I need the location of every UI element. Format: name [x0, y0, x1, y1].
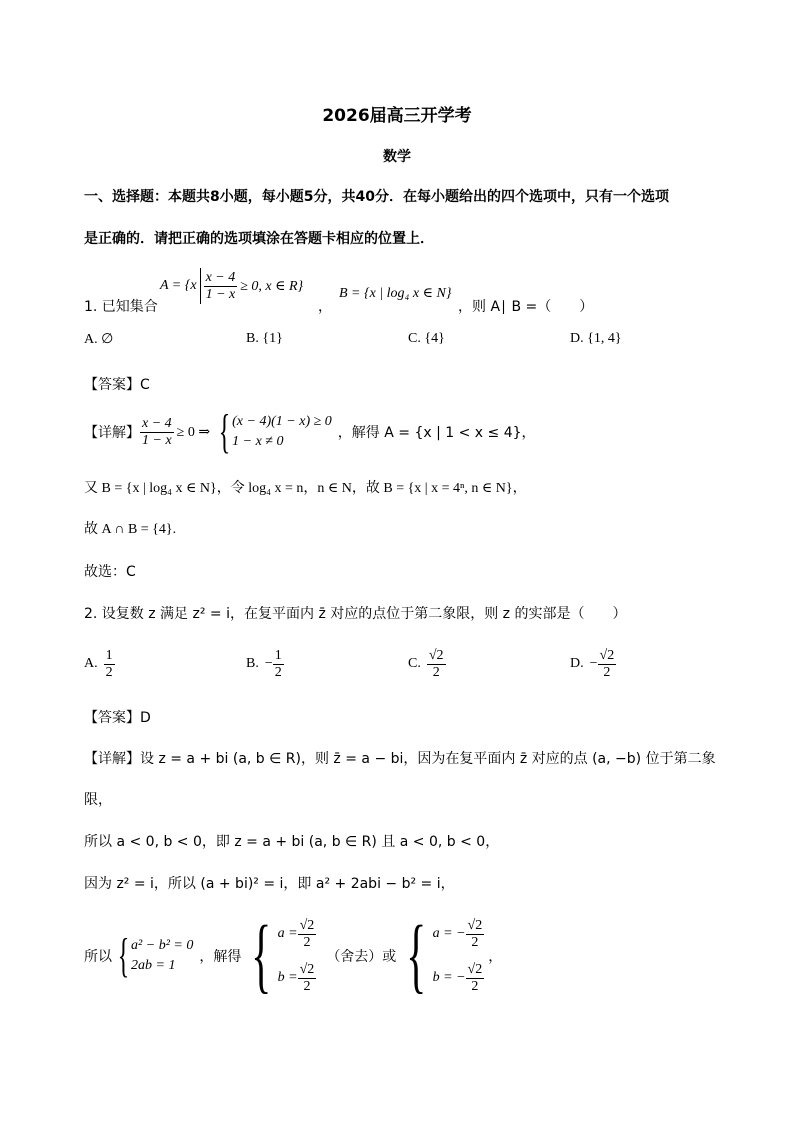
q1-detail-brace: { — [218, 405, 231, 458]
q2-system3-b-denominator: 2 — [471, 978, 479, 994]
q1-option-d-value: {1, 4} — [587, 331, 622, 346]
q1-detail-denominator: 1 − x — [142, 432, 172, 448]
q2-option-b-denominator: 2 — [274, 664, 282, 680]
q1-set-a-fraction — [204, 270, 238, 303]
q1-detail-label: 【详解】 — [84, 425, 140, 441]
q2-system3-a-numerator: √2 — [467, 917, 483, 933]
q2-option-d-numerator: √2 — [599, 647, 615, 663]
q2-option-b-fraction — [273, 648, 284, 681]
q2-system2-b-fraction — [298, 962, 317, 995]
q1-set-a-numerator: x − 4 — [205, 269, 236, 285]
q2-system2-a-numerator: √2 — [299, 917, 315, 933]
q2-system3-b-fraction — [466, 962, 485, 995]
q1-detail-result: ，解得 A = {x | 1 < x ≤ 4}， — [337, 425, 536, 441]
q1-detail-system — [232, 412, 332, 452]
q1-option-d-label: D. — [570, 331, 584, 346]
q2-system1-row1: a² − b² = 0 — [131, 938, 194, 953]
q1-detail-line1 — [84, 405, 536, 458]
q1-detail-line3: 故 A ∩ B = {4}. — [84, 522, 177, 537]
q1-option-b-value: {1} — [262, 331, 283, 346]
subject-heading: 数学 — [383, 149, 411, 165]
q1-number: 1. 已知集合 — [84, 299, 158, 315]
q2-detail-line4: 因为 z² = i，所以 (a + bi)² = i，即 a² + 2abi − b² = i， — [84, 876, 455, 892]
q2-system2-row1 — [278, 912, 317, 956]
q2-system3-b-label: b = − — [432, 970, 466, 985]
q2-system3 — [433, 912, 485, 1000]
q2-system3-a-fraction — [466, 918, 485, 951]
page-title: 2026届高三开学考 — [322, 106, 472, 126]
section-instructions-line2: 是正确的．请把正确的选项填涂在答题卡相应的位置上． — [84, 231, 434, 247]
q2-system2-b-numerator: √2 — [299, 961, 315, 977]
q2-stem: 2. 设复数 z 满足 z² = i，在复平面内 z̄ 对应的点位于第二象限，则 z 的实部是（ ） — [84, 606, 627, 622]
q2-option-d[interactable] — [570, 644, 616, 684]
q1-comma: ， — [318, 299, 332, 315]
q2-option-c-label: C. — [408, 656, 421, 671]
q2-system2-a-label: a = — [277, 926, 298, 941]
q2-line5-solve: ，解得 — [199, 949, 242, 965]
q1-option-a[interactable] — [84, 331, 113, 348]
q2-system1-brace: { — [117, 929, 130, 982]
q2-option-a-fraction — [104, 648, 115, 681]
q1-detail-fraction — [140, 416, 174, 449]
q1-option-a-value: ∅ — [101, 332, 114, 347]
q2-system3-row2 — [433, 956, 485, 1000]
q1-detail-line2: 又 B = {x | log₄ x ∈ N}，令 log₄ x = n，n ∈ N，故 B = {x | x = 4ⁿ, n ∈ N}， — [84, 481, 527, 496]
q2-option-b-label: B. — [246, 656, 259, 671]
q2-option-b-sign: − — [264, 656, 273, 671]
q2-system3-a-denominator: 2 — [471, 934, 479, 950]
q2-detail-line1: 【详解】设 z = a + bi (a, b ∈ R)，则 z̄ = a − bi，因为在复平面内 z̄ 对应的点 (a, −b) 位于第二象 — [84, 751, 716, 767]
q1-detail-implies: ≥ 0 ⇒ — [176, 424, 211, 440]
q2-system3-b-numerator: √2 — [467, 961, 483, 977]
q2-option-d-fraction — [598, 648, 617, 681]
q2-system2-a-fraction — [298, 918, 317, 951]
q2-line5-discard: （舍去）或 — [326, 949, 397, 965]
q1-option-a-label: A. — [84, 332, 98, 347]
q1-answer: 【答案】C — [84, 377, 150, 393]
q2-option-c-denominator: 2 — [432, 664, 440, 680]
q1-detail-numerator: x − 4 — [142, 415, 172, 431]
q2-option-b-numerator: 1 — [274, 647, 282, 663]
q1-detail-system-row1: (x − 4)(1 − x) ≥ 0 — [232, 414, 332, 429]
q2-option-a-label: A. — [84, 656, 98, 671]
q2-system3-a-label: a = − — [432, 926, 466, 941]
q1-option-d[interactable] — [570, 331, 622, 347]
q2-option-a[interactable] — [84, 644, 115, 684]
q1-option-b[interactable] — [246, 331, 283, 347]
q2-line5-end: ， — [488, 949, 503, 965]
q1-set-a-right: ≥ 0, x ∈ R} — [240, 278, 304, 294]
q1-set-a-denominator: 1 − x — [205, 286, 236, 302]
q2-option-c[interactable] — [408, 644, 446, 684]
q1-option-c-value: {4} — [424, 331, 445, 346]
q2-system2-b-denominator: 2 — [303, 978, 311, 994]
q2-option-c-fraction — [427, 648, 446, 681]
q2-option-a-denominator: 2 — [105, 664, 113, 680]
q2-system3-brace: { — [406, 909, 427, 1002]
q2-option-d-denominator: 2 — [603, 664, 611, 680]
q1-set-b: B = {x | log₄ x ∈ N} — [339, 286, 452, 301]
q1-detail-line4: 故选：C — [84, 564, 136, 580]
q1-set-a-bar — [200, 268, 201, 304]
q1-option-c[interactable] — [408, 331, 445, 347]
q2-option-d-label: D. — [570, 656, 584, 671]
q2-system2-a-denominator: 2 — [303, 934, 311, 950]
section-instructions-line1: 一、选择题：本题共8小题，每小题5分，共40分．在每小题给出的四个选项中，只有一个选项 — [84, 189, 669, 205]
q2-detail-line3: 所以 a < 0, b < 0，即 z = a + bi (a, b ∈ R) 且 a < 0, b < 0， — [84, 834, 500, 850]
q2-option-b[interactable] — [246, 644, 284, 684]
q1-option-c-label: C. — [408, 331, 421, 346]
q1-question-tail: ，则 A∣ B =（ ） — [458, 299, 594, 315]
q2-system2 — [278, 912, 317, 1000]
q2-system3-row1 — [433, 912, 485, 956]
q1-set-a — [160, 266, 303, 306]
q2-detail-line5 — [84, 910, 502, 1002]
q2-system2-brace: { — [251, 909, 272, 1002]
q1-set-a-left: A = {x — [160, 278, 197, 293]
q2-system1-row2: 2ab = 1 — [131, 958, 176, 973]
q2-detail-line2: 限， — [84, 792, 112, 808]
q2-line5-prefix: 所以 — [84, 949, 112, 965]
q2-system2-b-label: b = — [277, 970, 298, 985]
q2-option-c-numerator: √2 — [428, 647, 444, 663]
q1-option-b-label: B. — [246, 331, 259, 346]
q2-system2-row2 — [278, 956, 317, 1000]
q2-option-d-sign: − — [589, 656, 598, 671]
q2-option-a-numerator: 1 — [105, 647, 113, 663]
q2-answer: 【答案】D — [84, 710, 151, 726]
q1-detail-system-row2: 1 − x ≠ 0 — [232, 434, 284, 449]
q2-system1 — [131, 936, 193, 976]
